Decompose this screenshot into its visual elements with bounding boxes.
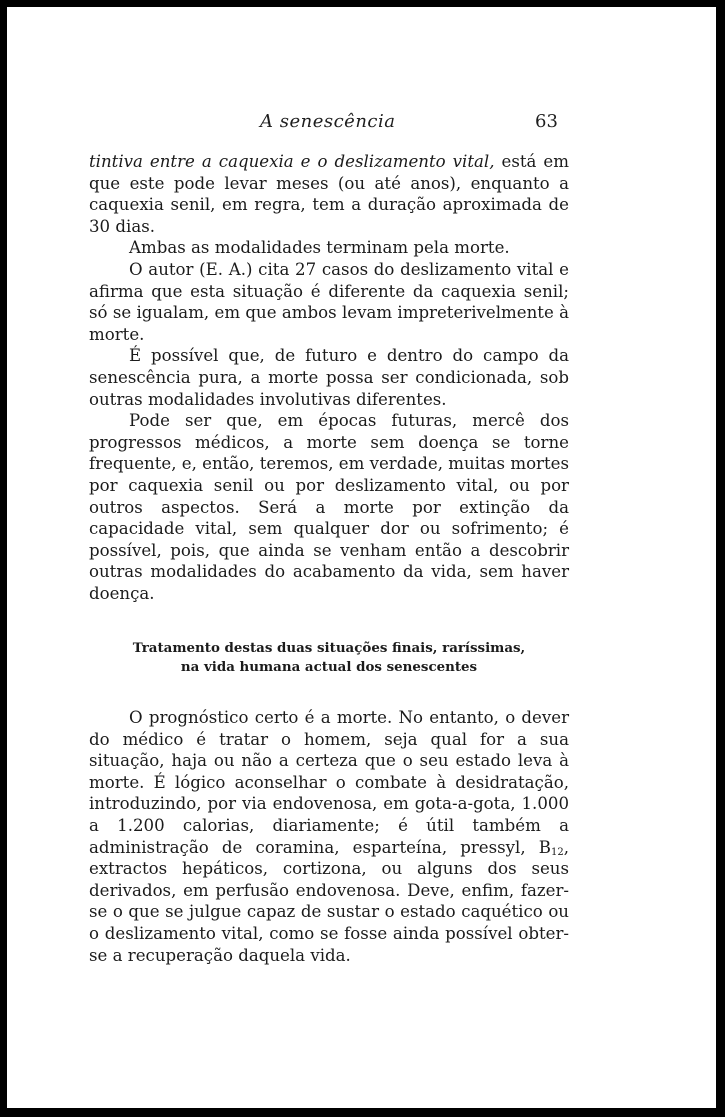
paragraph-text: , extractos hepáticos, cortizona, ou alguns dos seus derivados, em perfusão endovenosa. Deve, enfim, fazer-se o que se julgue capaz de sustar o estado caquético ou o deslizamento vital, como se fosse ainda possível obter-se a recuperação daquela vida. xyxy=(89,837,569,965)
running-header xyxy=(7,111,716,135)
paragraph xyxy=(89,151,569,237)
section-heading-line-2: na vida humana actual dos senescentes xyxy=(180,659,478,675)
page-number: 63 xyxy=(535,111,558,132)
body-text-section-1 xyxy=(89,151,569,604)
paragraph xyxy=(89,707,569,966)
book-page xyxy=(7,7,716,1108)
italic-phrase: tintiva entre a caquexia e o deslizamento vital, xyxy=(89,152,495,171)
section-heading xyxy=(89,639,569,677)
running-title: A senescência xyxy=(260,111,396,132)
paragraph: Pode ser que, em épocas futuras, mercê dos progressos médicos, a morte sem doença se torne frequente, e, então, teremos, em verdade, muitas mortes por caquexia senil ou por deslizamento vital, ou por outros aspectos. Será a morte por extinção da capacidade vital, sem qualquer dor ou sofrimento; é possível, pois, que ainda se venham então a descobrir outras modalidades do acabamento da vida, sem haver doença. xyxy=(89,411,569,603)
paragraph: Ambas as modalidades terminam pela morte. xyxy=(129,238,510,258)
paragraph: É possível que, de futuro e dentro do campo da senescência pura, a morte possa ser condicionada, sob outras modalidades involutivas diferentes. xyxy=(89,346,569,409)
paragraph: O autor (E. A.) cita 27 casos do deslizamento vital e afirma que esta situação é diferente da caquexia senil; só se igualam, em que ambos levam impreterivelmente à morte. xyxy=(89,259,569,344)
section-heading-line-1: Tratamento destas duas situações finais, raríssimas, xyxy=(132,640,526,656)
paragraph-text: está em que este pode levar meses (ou até anos), enquanto a caquexia senil, em regra, tem a duração aproximada de 30 dias. xyxy=(89,152,569,236)
paragraph-text: O prognóstico certo é a morte. No entanto, o dever do médico é tratar o homem, seja qual for a sua situação, haja ou não a certeza que o seu estado leva à morte. É lógico aconselhar o combate à desidratação, introduzindo, por via endovenosa, em gota-a-gota, 1.000 a 1.200 calorias, diariamente; é útil também a administração de coramina, esparteína, pressyl, B xyxy=(89,708,569,857)
body-text-section-2 xyxy=(89,707,569,966)
subscript: 12 xyxy=(550,846,564,858)
